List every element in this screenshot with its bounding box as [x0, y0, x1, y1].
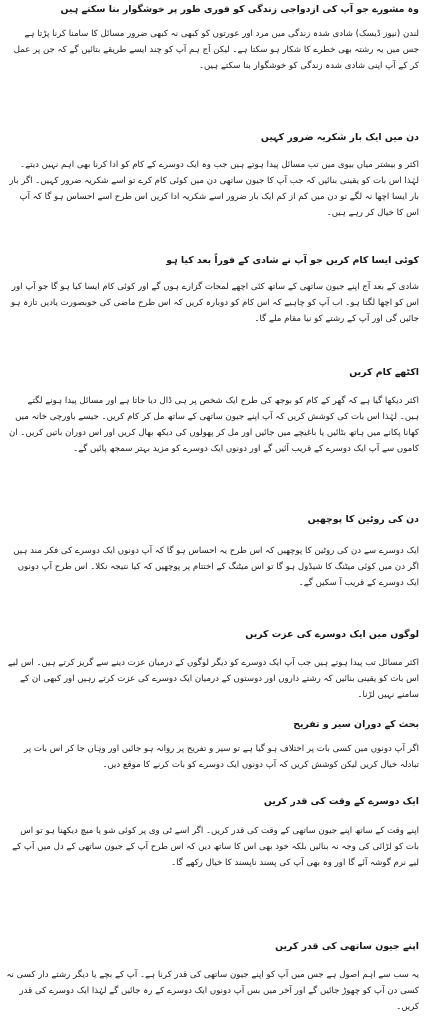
section-heading: ایک دوسرے کے وقت کی قدر کریں: [263, 796, 419, 807]
section-body: شادی کے بعد آج اپنے جیون ساتھی کے ساتھ کئی اچھے لمحات گزارے ہوں گے اور کوئی کام ایسا کیا ہو گا جو آپ اور اس کو اچھا لگتا ہو۔ اب آپ کو چاہیے کہ اس کام کو دوبارہ کریں کہ اس طرح ماضی کی خوبصورت یادیں تازہ ہو جائیں گی اور آپ کے رشتے کو نیا مقام ملے گا۔: [11, 282, 419, 324]
article-title: وہ مشورے جو آپ کی ازدواجی زندگی کو فوری طور پر خوشگوار بنا سکتے ہیں: [60, 4, 419, 15]
section-body: اکثر مسائل تب پیدا ہوتے ہیں جب آپ ایک دوسرے کو دیگر لوگوں کے درمیان عزت دینے سے گریز کرتے ہیں۔ اس لیے اس بات کو یقینی بنائیں کہ رشتے داروں اور دوستوں کے درمیان ایک دوسرے کی عزت کرتے رہیں اور کبھی ان کے سامنے نہیں لڑنا۔: [7, 658, 419, 700]
section-body: اکثر و بیشتر میاں بیوی میں تب مسائل پیدا ہوتے ہیں جب وہ ایک دوسرے کے کام کو ادا کرنا بھی اہم نہیں دیتے۔ لہٰذا اس بات کو یقینی بنائیں کہ جب آپ کا جیون ساتھی دن میں کوئی کام کرے تو اسے شکریہ ضرور کہیں۔ اگر بار بار ایسا اچھا نہ لگے تو دن میں کم از کم ایک بار ضرور اسے شکریہ ادا کریں اس طرح اسے احساس ہو گا کہ آپ اس کا خیال کر رہے ہیں۔: [9, 160, 419, 218]
section-heading: دن میں ایک بار شکریہ ضرور کہیں: [260, 132, 419, 143]
section-heading: دن کی روٹین کا پوچھیں: [307, 514, 419, 525]
section-heading: بحث کے دوران سیر و تفریح: [293, 719, 419, 730]
section-heading: اپنے جیون ساتھی کی قدر کریں: [275, 941, 419, 952]
section-body: اکثر دیکھا گیا ہے کہ گھر کے کام کو بوجھ کی طرح ایک شخص پر ہی ڈال دیا جاتا ہے اور مسائل پیدا ہونے لگتے ہیں۔ لہٰذا اس بات کی کوشش کریں کہ آپ اپنے جیون ساتھی کے ساتھ مل کر کام کریں۔ جیسے باورچی خانہ میں کھانا پکانے میں ہاتھ بٹائیں یا باغیچے میں جائیں اور مل کر پھولوں کی دیکھ بھال کریں اور اس دوران باتیں کریں۔ ان کاموں سے آپ ایک دوسرے کے قریب آئیں گے اور دونوں ایک دوسرے کو مزید بہتر سمجھ پائیں گے۔: [8, 396, 419, 454]
section-body: اگر آپ دونوں میں کسی بات پر اختلاف ہو گیا ہے تو سیر و تفریح پر روانہ ہو جائیں اور وہاں جا کر اس بات پر تبادلہ خیال کریں لیکن کوشش کریں کہ آپ دونوں ایک دوسرے کو بات کرنے کا موقع دیں۔: [24, 744, 419, 770]
section-heading: اکٹھے کام کریں: [349, 367, 419, 378]
section-body: یہ سب سے اہم اصول ہے جس میں آپ کو اپنے جیون ساتھی کی قدر کرنا ہے۔ آپ کے بچے یا دیگر رشتے دار کسی نہ کسی دن آپ کو چھوڑ جائیں گے اور آخر میں بس آپ دونوں ایک دوسرے کے رہ جائیں گے لہٰذا ایک دوسرے کی قدر کریں۔: [6, 970, 419, 1012]
section-body: ایک دوسرے سے دن کی روٹین کا پوچھیں کہ اس طرح یہ احساس ہو گا کہ آپ دونوں ایک دوسرے کی فکر مند ہیں اگر دن میں کوئی میٹنگ کا شیڈول ہو گا تو اس میٹنگ کے اختتام پر پوچھیں کہ کیا نتیجہ نکلا۔ اس طرح آپ دونوں ایک دوسرے کے قریب آ سکیں گے۔: [13, 546, 419, 588]
section-heading: لوگوں میں ایک دوسرے کی عزت کریں: [245, 629, 419, 640]
article-intro: لندن (نیوز ڈیسک) شادی شدہ زندگی میں مرد اور عورتوں کو کبھی نہ کبھی ضرور مسائل کا سامنا کرنا پڑتا ہے جس میں یہ رشتہ بھی خطرے کا شکار ہو سکتا ہے۔ لیکن آج ہم آپ کو چند ایسے طریقے بتائیں گے کہ جن پر عمل کر کے آپ اپنی شادی شدہ زندگی کو خوشگوار بنا سکتے ہیں۔: [13, 29, 419, 71]
section-body: اپنے وقت کے ساتھ اپنے جیون ساتھی کے وقت کی قدر کریں۔ اگر اسے ٹی وی پر کوئی شو یا میچ دیکھنا ہو تو اس بات کو لڑائی کی وجہ نہ بنائیں بلکہ خود بھی اس کا ساتھ دیں کہ اس طرح آپ کے جیون ساتھی کے دل میں آپ کے لیے نرم گوشہ آئے گا اور وہ بھی آپ کی پسند ناپسند کا خیال رکھے گا۔: [12, 826, 419, 868]
section-heading: کوئی ایسا کام کریں جو آپ نے شادی کے فوراً بعد کیا ہو: [166, 255, 419, 266]
